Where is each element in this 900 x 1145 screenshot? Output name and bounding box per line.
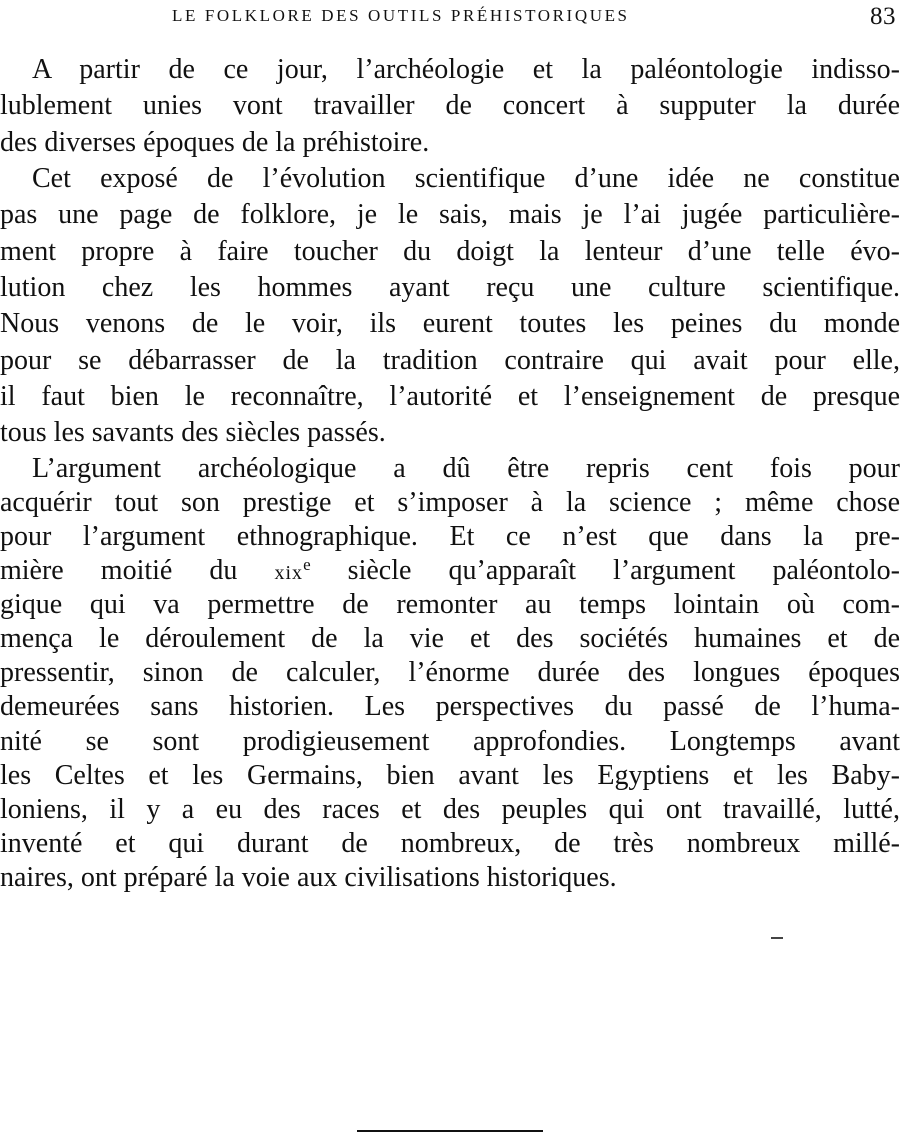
text-line: A partir de ce jour, l’archéologie et la paléontologie indisso- <box>32 54 900 85</box>
text-line: Cet exposé de l’évolution scientifique d’une idée ne constitue <box>32 163 900 195</box>
text-line: demeurées sans historien. Les perspectives du passé de l’huma- <box>0 691 900 723</box>
line-segment: siècle qu’apparaît l’argument paléontolo- <box>310 555 900 587</box>
text-line: ment propre à faire toucher du doigt la lenteur d’une telle évo- <box>0 235 900 267</box>
text-line: pour se débarrasser de la tradition contraire qui avait pour elle, <box>0 344 900 376</box>
text-line: nité se sont prodigieusement approfondies. Longtemps avant <box>0 725 900 757</box>
body-text <box>0 52 900 895</box>
text-line: pressentir, sinon de calculer, l’énorme durée des longues époques <box>0 657 900 689</box>
text-line: mença le déroulement de la vie et des sociétés humaines et de <box>0 623 900 655</box>
print-mark <box>771 937 783 939</box>
running-head <box>0 3 900 30</box>
text-line: acquérir tout son prestige et s’imposer à la science ; même chose <box>0 486 900 518</box>
text-line: inventé et qui durant de nombreux, de très nombreux millé- <box>0 827 900 859</box>
footer-rule <box>357 1130 543 1132</box>
text-line: lublement unies vont travailler de concert à supputer la durée <box>0 90 900 122</box>
line-segment: mière moitié du <box>0 555 275 587</box>
text-line: les Celtes et les Germains, bien avant les Egyptiens et les Baby- <box>0 759 900 791</box>
text-line: tous les savants des siècles passés. <box>0 417 386 449</box>
text-line: gique qui va permettre de remonter au temps lointain où com- <box>0 589 900 621</box>
century-numeral: xix <box>274 562 304 585</box>
text-line: lution chez les hommes ayant reçu une culture scientifique. <box>0 272 900 304</box>
text-line: des diverses époques de la préhistoire. <box>0 126 430 158</box>
text-line: loniens, il y a eu des races et des peuples qui ont travaillé, lutté, <box>0 793 900 825</box>
page-number: 83 <box>870 3 896 30</box>
text-line: pas une page de folklore, je le sais, mais je l’ai jugée particulière- <box>0 199 900 231</box>
text-line: naires, ont préparé la voie aux civilisations historiques. <box>0 861 617 893</box>
running-title: LE FOLKLORE DES OUTILS PRÉHISTORIQUES <box>172 6 630 25</box>
text-line: Nous venons de le voir, ils eurent toutes les peines du monde <box>0 308 900 340</box>
text-line: pour l’argument ethnographique. Et ce n’est que dans la pre- <box>0 520 900 552</box>
text-line: il faut bien le reconnaître, l’autorité et l’enseignement de presque <box>0 381 900 413</box>
text-line: L’argument archéologique a dû être repris cent fois pour <box>32 452 900 484</box>
superscript-e: e <box>303 555 311 575</box>
text-line <box>0 554 900 588</box>
